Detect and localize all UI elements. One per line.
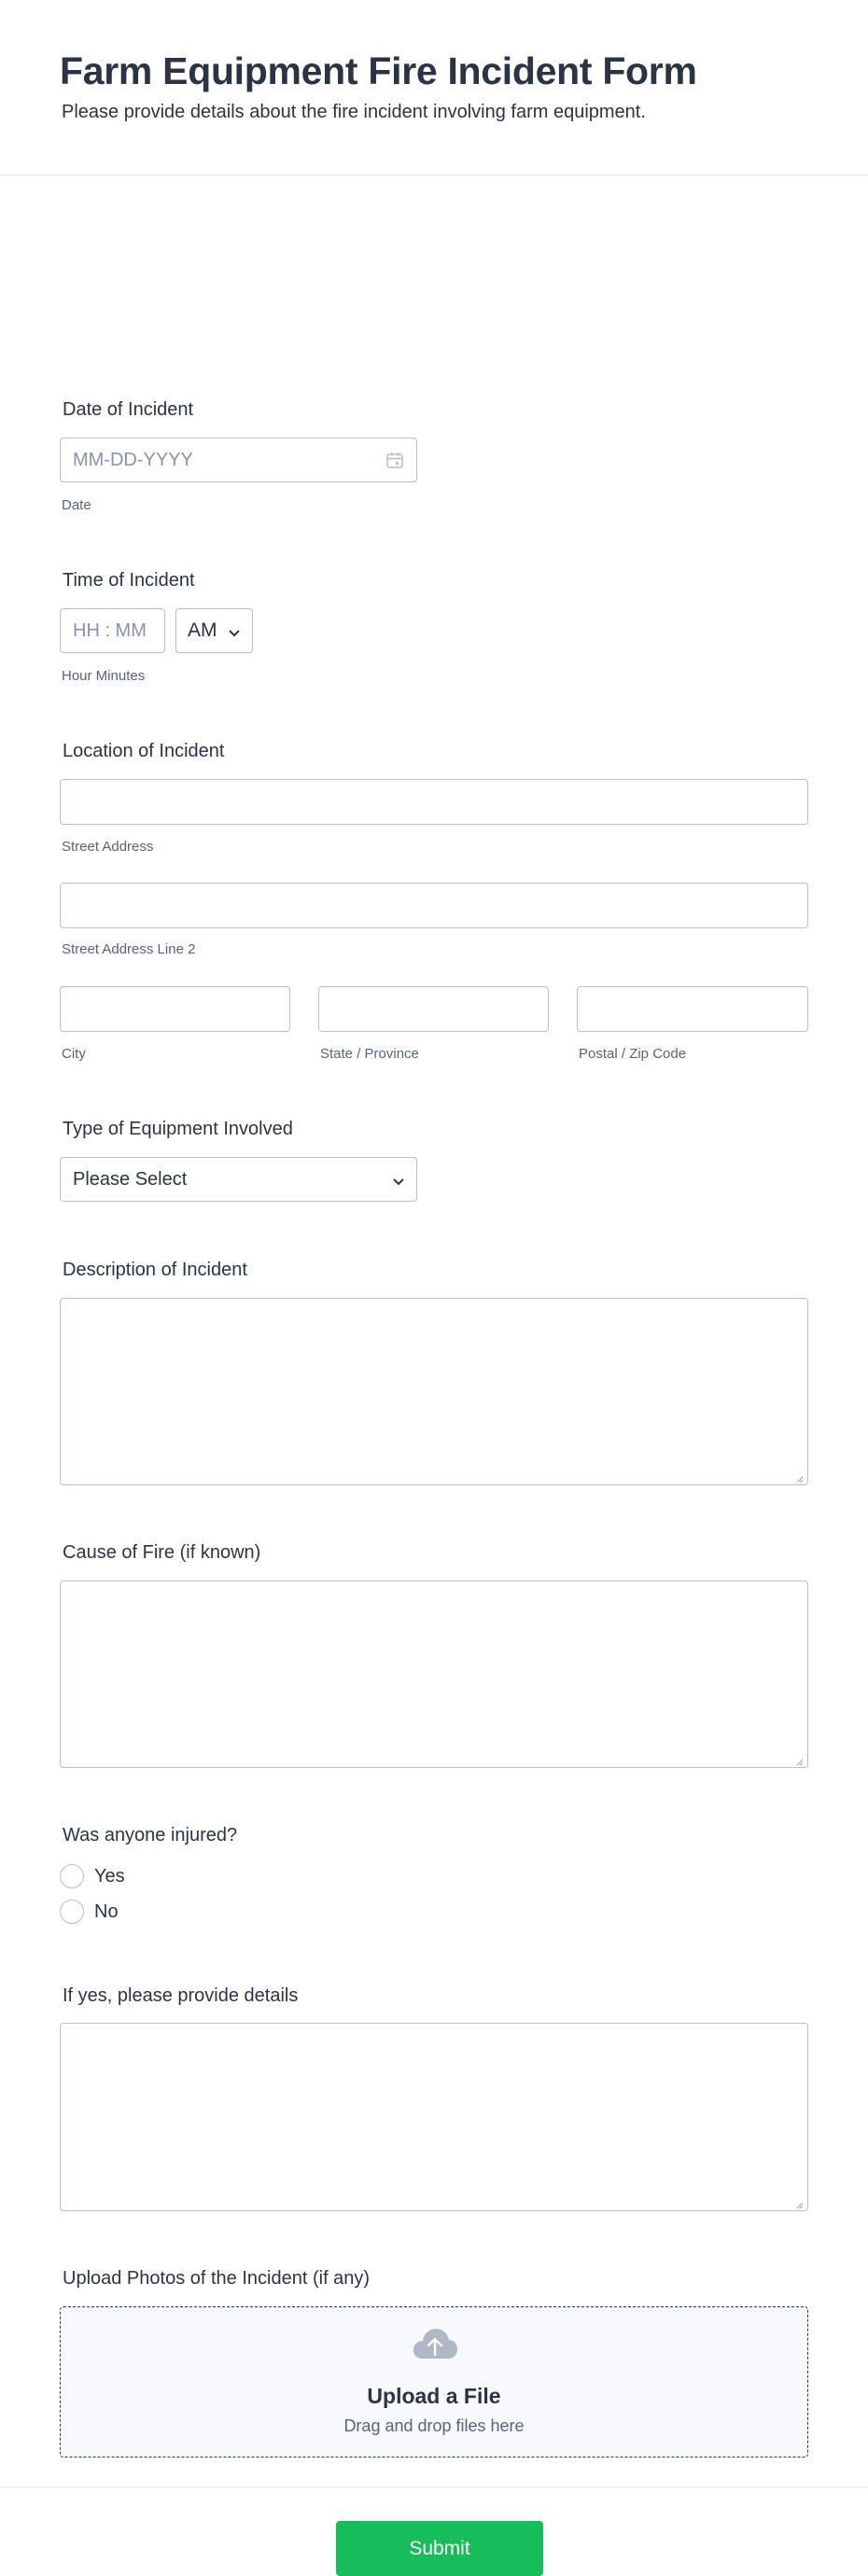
postal-zip-input[interactable] [577, 986, 808, 1032]
calendar-icon[interactable] [385, 451, 404, 469]
injured-label: Was anyone injured? [63, 1825, 238, 1845]
form-subtitle: Please provide details about the fire incident involving farm equipment. [62, 102, 646, 122]
cause-label: Cause of Fire (if known) [63, 1542, 261, 1563]
date-placeholder: MM-DD-YYYY [73, 450, 193, 470]
description-textarea[interactable] [60, 1298, 808, 1485]
time-label: Time of Incident [63, 570, 195, 591]
upload-subtitle: Drag and drop files here [343, 2416, 525, 2435]
footer-divider [0, 2486, 868, 2487]
injured-yes-label[interactable]: Yes [94, 1866, 125, 1887]
equipment-label: Type of Equipment Involved [63, 1119, 293, 1139]
time-placeholder: HH : MM [73, 620, 147, 641]
date-label: Date of Incident [63, 399, 194, 420]
injured-no-label[interactable]: No [94, 1901, 119, 1922]
form-title: Farm Equipment Fire Incident Form [60, 49, 697, 92]
resize-handle-icon[interactable] [794, 1471, 804, 1481]
details-textarea[interactable] [60, 2023, 808, 2211]
cloud-upload-icon [412, 2326, 458, 2361]
postal-zip-sublabel: Postal / Zip Code [579, 1046, 687, 1062]
time-sublabel: Hour Minutes [62, 668, 146, 684]
chevron-down-icon [392, 1175, 405, 1184]
city-input[interactable] [60, 986, 290, 1032]
submit-button[interactable]: Submit [336, 2521, 543, 2576]
street-address-sublabel: Street Address [62, 839, 154, 855]
upload-title: Upload a File [367, 2384, 501, 2408]
city-sublabel: City [62, 1046, 86, 1062]
injured-yes-radio[interactable] [60, 1864, 84, 1888]
chevron-down-icon [228, 626, 241, 635]
cause-textarea[interactable] [60, 1580, 808, 1768]
ampm-value: AM [188, 620, 217, 641]
equipment-select[interactable] [60, 1157, 417, 1202]
details-label: If yes, please provide details [63, 1985, 299, 2006]
location-label: Location of Incident [63, 741, 225, 761]
resize-handle-icon[interactable] [794, 2197, 804, 2207]
upload-dropzone[interactable] [60, 2306, 808, 2458]
injured-no-radio[interactable] [60, 1900, 84, 1924]
upload-label: Upload Photos of the Incident (if any) [63, 2268, 371, 2289]
street-address-line2-input[interactable] [60, 883, 808, 928]
date-input[interactable] [60, 438, 417, 482]
resize-handle-icon[interactable] [794, 1754, 804, 1763]
ampm-select[interactable] [175, 608, 253, 653]
street-address-input[interactable] [60, 779, 808, 825]
street-address-line2-sublabel: Street Address Line 2 [62, 941, 196, 957]
state-province-input[interactable] [318, 986, 549, 1032]
description-label: Description of Incident [63, 1260, 247, 1280]
equipment-selected: Please Select [73, 1169, 188, 1190]
time-input[interactable] [60, 608, 165, 653]
form-header [0, 0, 868, 175]
state-province-sublabel: State / Province [320, 1046, 419, 1062]
date-sublabel: Date [62, 497, 91, 513]
